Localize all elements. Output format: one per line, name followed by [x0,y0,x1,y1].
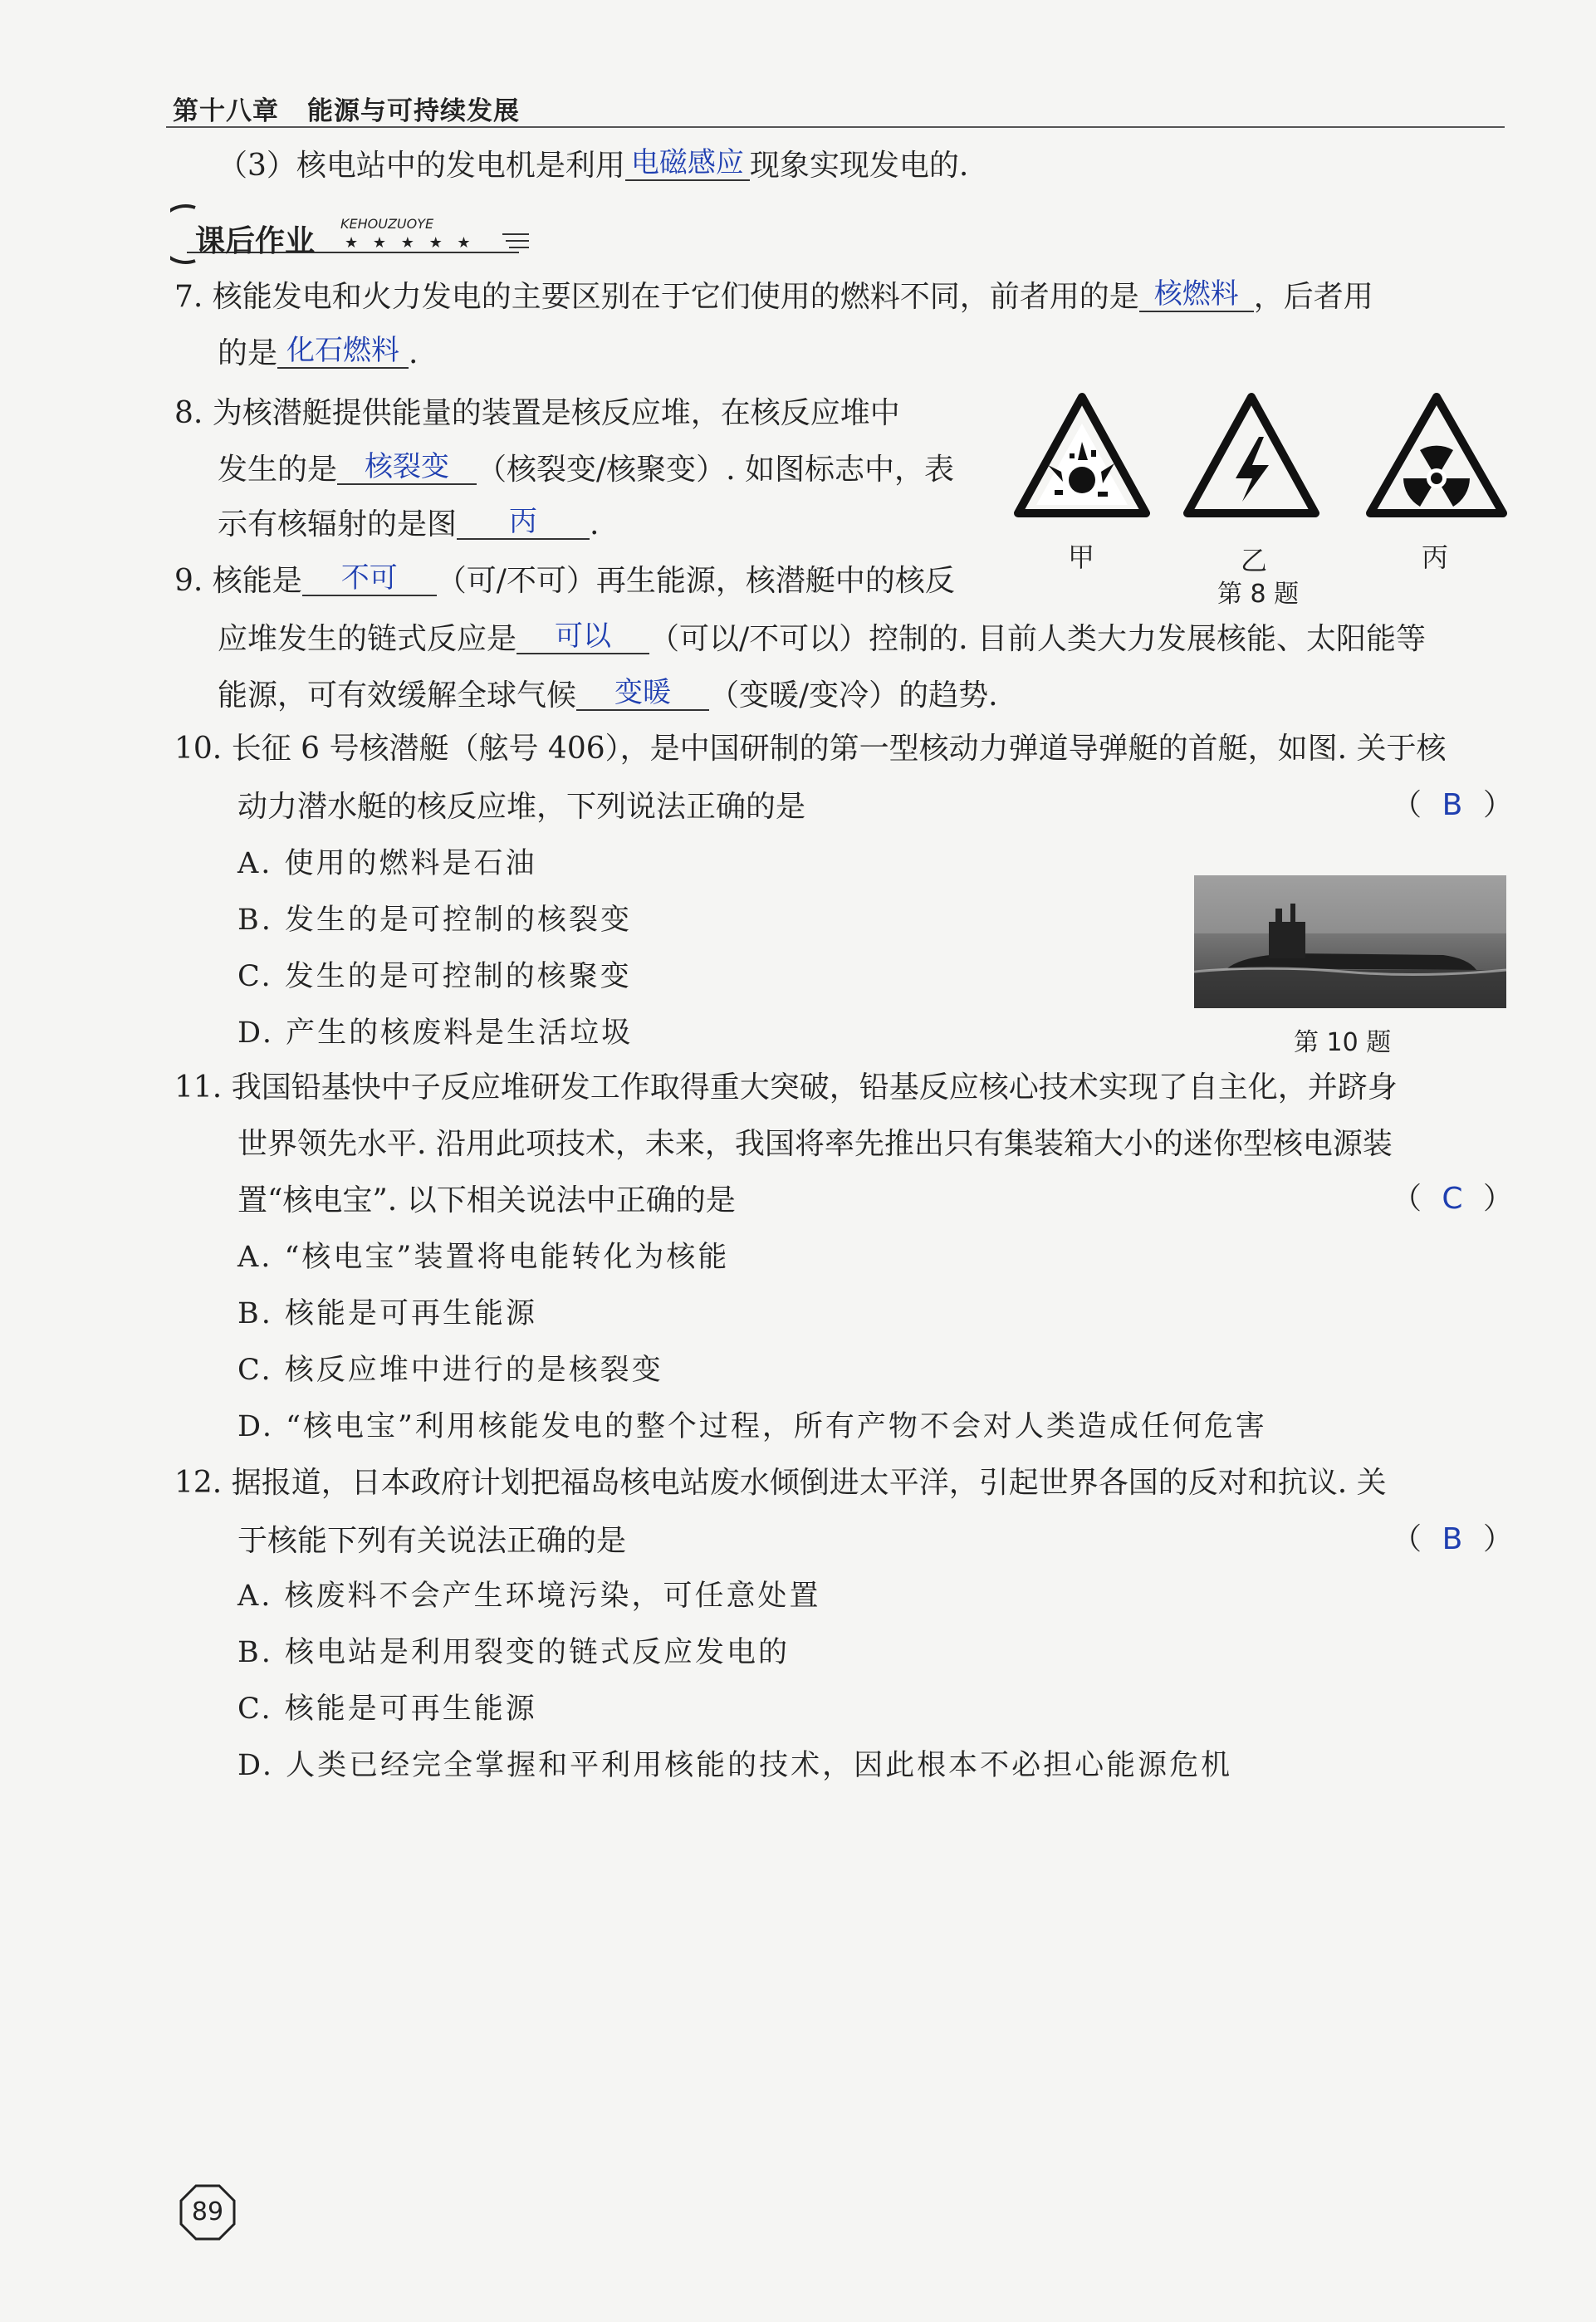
chapter-title: 能源与可持续发展 [307,96,520,126]
q7-line-1: 7. 核能发电和火力发电的主要区别在于它们使用的燃料不同，前者用的是 核燃料 ，后者用 [174,277,1373,314]
radiation-icon [1362,390,1511,523]
q11-option-c: C. 核反应堆中进行的是核裂变 [237,1354,663,1387]
q12-answer: （ B ） [1391,1522,1513,1556]
section-subtitle: KEHOUZUOYE [340,216,434,232]
q9-answer-2: 可以 [516,620,649,654]
sign-label-yi: 乙 [1241,545,1268,576]
q9-answer-3: 变暖 [576,676,709,711]
q9-line-3: 能源，可有效缓解全球气候 变暖 （变暖/变冷）的趋势. [218,676,998,713]
q10-option-d: D. 产生的核废料是生活垃圾 [237,1016,634,1050]
q10-caption: 第 10 题 [1294,1028,1392,1057]
q12-option-a: A. 核废料不会产生环境污染，可任意处置 [237,1580,821,1613]
chapter-header [173,90,520,127]
section-stars: ★ ★ ★ ★ ★ [345,234,476,252]
q12-line-1: 12. 据报道，日本政府计划把福岛核电站废水倾倒进太平洋，引起世界各国的反对和抗议. 关 [174,1466,1387,1500]
q7-answer-1: 核燃料 [1139,277,1254,312]
q10-option-a: A. 使用的燃料是石油 [237,847,537,880]
submarine-silhouette [1194,875,1506,1008]
q6-3-line: （3）核电站中的发电机是利用 电磁感应 现象实现发电的. [218,146,969,183]
header-rule [166,126,1505,128]
q7-answer-2: 化石燃料 [277,334,409,369]
q12-option-d: D. 人类已经完全掌握和平利用核能的技术，因此根本不必担心能源危机 [237,1749,1233,1782]
sign-label-jia: 甲 [1068,541,1095,573]
q10-line-2: 动力潜水艇的核反应堆，下列说法正确的是 [237,790,806,824]
q11-option-d: D. “核电宝”利用核能发电的整个过程，所有产物不会对人类造成任何危害 [237,1410,1267,1443]
q11-line-3: 置“核电宝”. 以下相关说法中正确的是 [237,1183,736,1217]
q10-answer: （ B ） [1391,788,1513,822]
q10-option-b: B. 发生的是可控制的核裂变 [237,904,632,937]
q11-option-a: A. “核电宝”装置将电能转化为核能 [237,1241,730,1274]
q10-option-c: C. 发生的是可控制的核聚变 [237,960,632,993]
page-number: 89 [191,2197,224,2226]
q11-answer: （ C ） [1391,1182,1513,1216]
q7-line-2: 的是 化石燃料 . [218,334,419,370]
high-voltage-icon [1181,390,1322,523]
q8-answer-2: 丙 [457,505,590,540]
homework-section-badge [170,201,536,267]
q10-line-1: 10. 长征 6 号核潜艇（舷号 406），是中国研制的第一型核动力弹道导弹艇的首艇，如图. 关于核 [174,732,1447,766]
q8-line-1: 8. 为核潜艇提供能量的装置是核反应堆，在核反应堆中 [174,396,900,430]
q8-line-3: 示有核辐射的是图 丙 . [218,505,600,541]
q12-option-c: C. 核能是可再生能源 [237,1693,537,1726]
q9-answer-1: 不可 [302,561,437,596]
q11-option-b: B. 核能是可再生能源 [237,1297,537,1330]
q8-answer-1: 核裂变 [337,450,477,485]
explosive-icon [1011,390,1153,523]
q8-line-2: 发生的是 核裂变 （核裂变/核聚变）. 如图标志中，表 [218,450,955,487]
submarine-photo [1194,875,1506,1008]
q8-caption: 第 8 题 [1217,580,1300,609]
sign-label-bing: 丙 [1422,541,1449,573]
q11-line-2: 世界领先水平. 沿用此项技术，未来，我国将率先推出只有集装箱大小的迷你型核电源装 [237,1127,1393,1161]
q11-line-1: 11. 我国铅基快中子反应堆研发工作取得重大突破，铅基反应核心技术实现了自主化，并跻身 [174,1070,1398,1105]
q12-option-b: B. 核电站是利用裂变的链式反应发电的 [237,1636,790,1669]
q9-line-2: 应堆发生的链式反应是 可以 （可以/不可以）控制的. 目前人类大力发展核能、太阳能等 [218,620,1427,656]
q9-line-1: 9. 核能是 不可 （可/不可）再生能源，核潜艇中的核反 [174,561,955,598]
chapter-number: 第十八章 [173,96,279,126]
section-title: 课后作业 [195,224,316,258]
q12-line-2: 于核能下列有关说法正确的是 [237,1524,627,1558]
page-number-badge [179,2184,236,2241]
q6-3-answer: 电磁感应 [625,146,750,181]
